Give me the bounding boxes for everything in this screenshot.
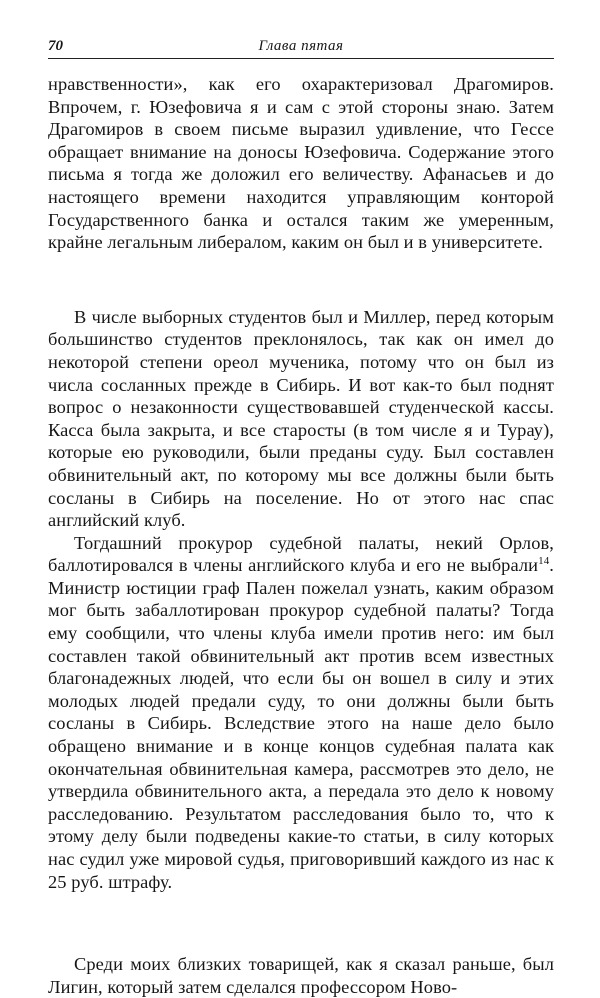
page-number: 70 [48,38,63,54]
paragraph-4: Среди моих близких товарищей, как я сказал раньше, был Лигин, который затем сделался профессором Ново- [48,954,554,997]
book-page [48,36,554,998]
body-text [48,73,554,998]
paragraph-2: В числе выборных студентов был и Миллер, перед которым большинство студентов преклонялось, так как он имел до некоторой степени ореол мученика, потому что он был из числа сосланных прежде в Сибирь. И вот как-то был поднят вопрос о незаконности существовавшей студенческой кассы. Касса была закрыта, и все старосты (в том числе я и Турау), которые ею руководили, были преданы суду. Был составлен обвинительный акт, по которому мы все должны были быть сосланы в Сибирь на поселение. Но от этого нас спас английский клуб. [48,306,554,531]
running-header [48,36,554,59]
paragraph-3-text-end: . Министр юстиции граф Пален пожелал узнать, каким образом мог быть забаллотирован прокурор судебной палаты? Тогда ему сообщили, что члены клуба имели против него: им был составлен такой обвинительный акт против всем известных благонадежных людей, что если бы он вошел в силу и этих молодых людей предали суду, то они должны были быть сосланы в Сибирь. Вследствие этого на наше дело было обращено внимание и в конце концов судебная палата как окончательная обвинительная камера, рассмотрев это дело, не утвердила обвинительного акта, а передала это дело к новому расследованию. Результатом расследования было то, что к этому делу были подведены какие-то статьи, в силу которых нас судил уже мировой судья, приговоривший каждого из нас к 25 руб. штрафу. [48,555,554,892]
footnote-marker: 14 [538,555,550,568]
section-break [48,254,554,306]
chapter-title: Глава пятая [258,38,344,54]
paragraph-3 [48,532,554,894]
paragraph-3-text-start: Тогдашний прокурор судебной палаты, некий Орлов, баллотировался в члены английского клуба и его не выбрали [48,532,554,576]
paragraph-1: нравственности», как его охарактеризовал Драгомиров. Впрочем, г. Юзефовича я и сам с этой стороны знаю. Затем Драгомиров в своем письме выразил удивление, что Гессе обращает внимание на доносы Юзефовича. Содержание этого письма я тогда же доложил его величеству. Афанасьев и до настоящего времени находится управляющим конторой Государственного банка и остался таким же умеренным, крайне легальным либералом, каким он был и в университете. [48,74,554,253]
section-break [48,893,554,953]
